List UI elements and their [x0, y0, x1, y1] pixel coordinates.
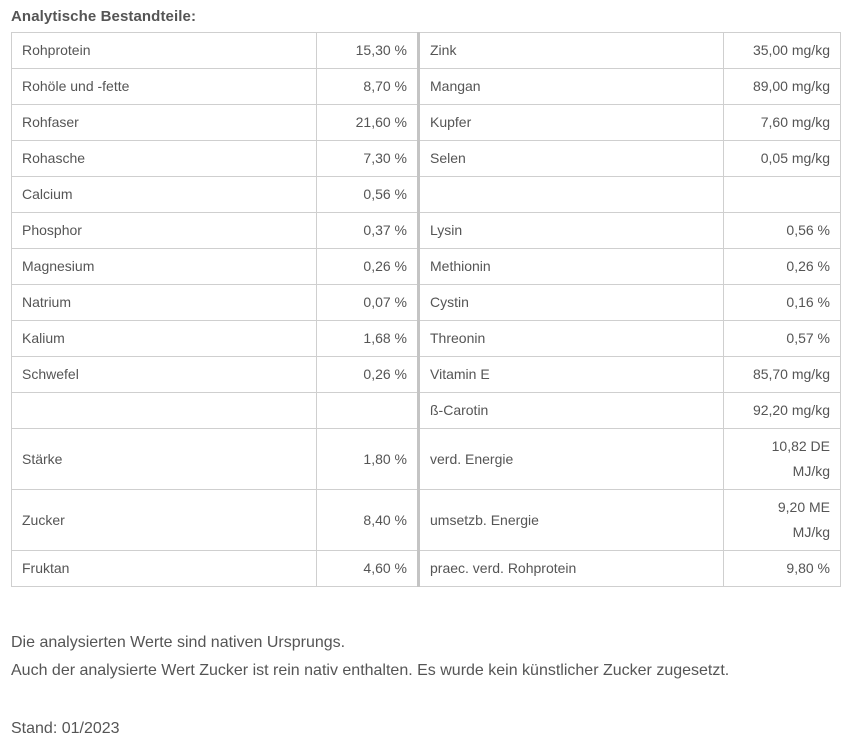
nutrient-label: Mangan: [419, 69, 724, 105]
nutrient-value: 0,26 %: [724, 249, 841, 285]
nutrient-value: 0,16 %: [724, 285, 841, 321]
nutrient-value: [317, 393, 419, 429]
nutrient-label: praec. verd. Rohprotein: [419, 551, 724, 587]
nutrient-label: Selen: [419, 141, 724, 177]
nutrient-value: 8,70 %: [317, 69, 419, 105]
nutrient-value: 21,60 %: [317, 105, 419, 141]
section-heading: Analytische Bestandteile:: [11, 8, 197, 25]
value-unit-line: MJ/kg: [792, 524, 830, 540]
nutrient-value: [724, 429, 841, 490]
nutrient-value: 35,00 mg/kg: [724, 33, 841, 69]
nutrient-label: verd. Energie: [419, 429, 724, 490]
nutrient-label: Schwefel: [12, 357, 317, 393]
nutrient-value: 4,60 %: [317, 551, 419, 587]
nutrient-value: 8,40 %: [317, 490, 419, 551]
nutrient-value: 1,80 %: [317, 429, 419, 490]
table-row: [12, 141, 841, 177]
table-row: [12, 69, 841, 105]
nutrient-value: 0,26 %: [317, 249, 419, 285]
table-row: [12, 429, 841, 490]
table-row: [12, 33, 841, 69]
nutrient-label: Magnesium: [12, 249, 317, 285]
nutrient-value: 7,30 %: [317, 141, 419, 177]
origin-note: Die analysierten Werte sind nativen Ursprungs.: [11, 634, 346, 651]
nutrient-value: 15,30 %: [317, 33, 419, 69]
nutrient-label: Calcium: [12, 177, 317, 213]
table-row: [12, 321, 841, 357]
nutrient-label: Phosphor: [12, 213, 317, 249]
table-row: [12, 177, 841, 213]
table-row: [12, 551, 841, 587]
nutrient-label: Methionin: [419, 249, 724, 285]
nutrient-value: 0,56 %: [317, 177, 419, 213]
table-row: [12, 285, 841, 321]
table-row: [12, 213, 841, 249]
nutrient-value: 0,57 %: [724, 321, 841, 357]
table-row: [12, 249, 841, 285]
table-row: [12, 105, 841, 141]
sugar-note: Auch der analysierte Wert Zucker ist rein nativ enthalten. Es wurde kein künstlicher Zucker zugesetzt.: [11, 662, 730, 679]
nutrient-value: 9,80 %: [724, 551, 841, 587]
nutrient-label: Rohprotein: [12, 33, 317, 69]
nutrient-label: Kupfer: [419, 105, 724, 141]
nutrient-label: Vitamin E: [419, 357, 724, 393]
table-row: [12, 393, 841, 429]
nutrient-value: 0,56 %: [724, 213, 841, 249]
nutrient-label: [419, 177, 724, 213]
nutrient-value: 0,07 %: [317, 285, 419, 321]
nutrient-label: Natrium: [12, 285, 317, 321]
nutrient-value: 89,00 mg/kg: [724, 69, 841, 105]
nutrient-label: Rohöle und -fette: [12, 69, 317, 105]
analysis-table: [11, 32, 841, 587]
nutrient-label: Lysin: [419, 213, 724, 249]
nutrient-value: [724, 490, 841, 551]
nutrient-value: 1,68 %: [317, 321, 419, 357]
nutrient-value: [724, 177, 841, 213]
nutrient-label: [12, 393, 317, 429]
nutrient-label: Zucker: [12, 490, 317, 551]
value-line: 10,82 DE: [771, 438, 830, 454]
table-row: [12, 490, 841, 551]
nutrient-label: Rohfaser: [12, 105, 317, 141]
nutrient-value: 0,05 mg/kg: [724, 141, 841, 177]
nutrient-label: Fruktan: [12, 551, 317, 587]
nutrient-value: 85,70 mg/kg: [724, 357, 841, 393]
nutrient-value: 7,60 mg/kg: [724, 105, 841, 141]
nutrient-label: Kalium: [12, 321, 317, 357]
nutrient-label: Threonin: [419, 321, 724, 357]
stand-date: Stand: 01/2023: [11, 720, 120, 737]
nutrient-value: 92,20 mg/kg: [724, 393, 841, 429]
value-unit-line: MJ/kg: [792, 463, 830, 479]
nutrient-label: Cystin: [419, 285, 724, 321]
nutrient-label: ß-Carotin: [419, 393, 724, 429]
nutrient-label: Rohasche: [12, 141, 317, 177]
table-row: [12, 357, 841, 393]
nutrient-value: 0,37 %: [317, 213, 419, 249]
value-line: 9,20 ME: [777, 499, 830, 515]
nutrient-label: umsetzb. Energie: [419, 490, 724, 551]
nutrient-label: Zink: [419, 33, 724, 69]
nutrient-label: Stärke: [12, 429, 317, 490]
nutrient-value: 0,26 %: [317, 357, 419, 393]
